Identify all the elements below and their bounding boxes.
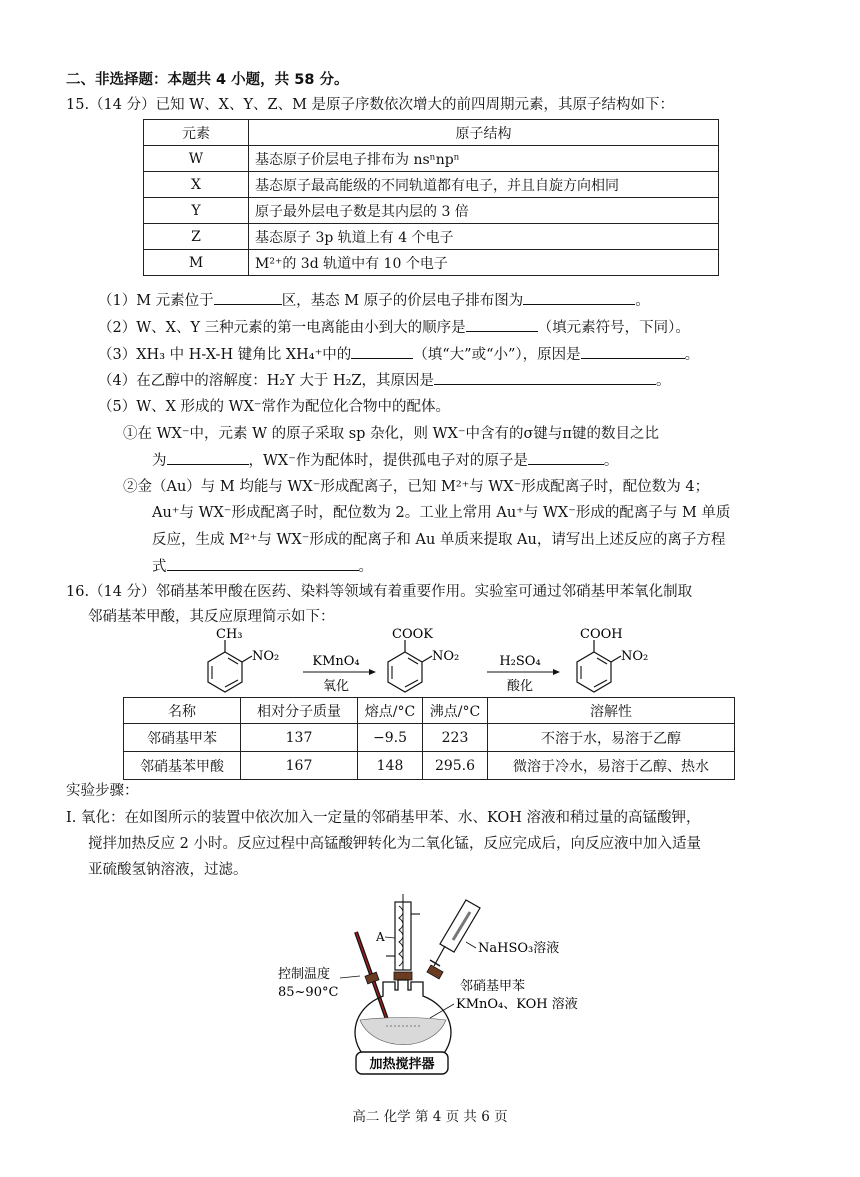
table-cell: X [144,172,249,198]
question-text: （填“大”或“小”），原因是 [413,347,581,363]
solution-label: KMnO₄、KOH 溶液 [456,997,578,1012]
table-cell: −9.5 [358,724,423,752]
question-text: （2）W、X、Y 三种元素的第一电离能由小到大的顺序是 [98,320,466,336]
table-header-cell: 相对分子质量 [241,698,358,724]
substituent-label: NO₂ [252,649,280,664]
question-text: 。 [635,293,650,309]
question-text: （1）M 元素位于 [98,293,214,309]
potassium-nitrobenzoate-structure [388,627,459,692]
q15-part5-2-line2: Au⁺与 WX⁻形成配离子时，配位数为 2。工业上常用 Au⁺与 WX⁻形成的配离子与 M 单质 [152,505,731,521]
temperature-value: 85~90°C [278,985,339,1000]
reagent-label: KMnO₄ [312,654,360,669]
q16-stem-line2: 邻硝基苯甲酸，其反应原理简示如下： [88,609,335,625]
substituent-label: NO₂ [621,649,649,664]
substituent-label: COOH [580,627,623,642]
question-text: （3）XH₃ 中 H-X-H 键角比 XH₄⁺中的 [98,347,352,363]
reagent-condition: 酸化 [506,679,534,694]
reaction-arrow-2 [487,654,560,694]
table-cell: 基态原子 3p 轨道上有 4 个电子 [249,224,719,250]
table-cell: 223 [423,724,488,752]
step1-line1: I. 氧化：在如图所示的装置中依次加入一定量的邻硝基甲苯、水、KOH 溶液和稍过量的高锰酸钾， [66,810,701,826]
table-row [144,198,719,224]
question-text: 式 [152,559,167,575]
q15-part5-2-line3: 反应，生成 M²⁺与 WX⁻形成的配离子和 Au 单质来提取 Au，请写出上述反应的离子方程 [152,532,726,548]
table-cell: M²⁺的 3d 轨道中有 10 个电子 [249,250,719,276]
heating-stirrer [356,1052,448,1074]
q15-part5-2-line4 [152,556,373,577]
substituent-label: NO₂ [432,649,460,664]
question-text: 。 [656,373,671,389]
q15-part3 [98,344,699,365]
o-nitrobenzoic-acid-structure [577,627,648,692]
table-cell: W [144,146,249,172]
answer-blank[interactable] [214,290,282,305]
o-nitrotoluene-structure [208,627,279,692]
table-row [144,224,719,250]
question-text: ，WX⁻作为配体时，提供孤电子对的原子是 [248,453,528,469]
table-header-cell: 沸点/°C [423,698,488,724]
table-row [144,146,719,172]
table-cell: 邻硝基甲苯 [124,724,241,752]
step1-line3: 亚硫酸氢钠溶液，过滤。 [88,862,248,878]
q15-stem: 15.（14 分）已知 W、X、Y、Z、M 是原子序数依次增大的前四周期元素，其原子结构如下： [66,97,675,113]
table-cell: 295.6 [423,752,488,780]
q15-part5: （5）W、X 形成的 WX⁻常作为配位化合物中的配体。 [98,399,451,415]
table-row [144,172,719,198]
dropping-funnel [427,900,559,979]
step1-line2: 搅拌加热反应 2 小时。反应过程中高锰酸钾转化为二氧化锰，反应完成后，向反应液中加入适量 [88,836,701,852]
table-cell: M [144,250,249,276]
table-cell: 邻硝基苯甲酸 [124,752,241,780]
substituent-label: CH₃ [216,627,243,642]
q15-part4 [98,370,671,391]
answer-blank[interactable] [523,290,635,305]
condenser-label: A [376,930,385,944]
heater-label: 加热搅拌器 [369,1057,435,1072]
question-text: （4）在乙醇中的溶解度：H₂Y 大于 H₂Z，其原因是 [98,373,435,389]
table-cell: 基态原子最高能级的不同轨道都有电子，并且自旋方向相同 [249,172,719,198]
q16-property-table [123,697,735,780]
question-text: 。 [603,453,619,469]
table-cell: 137 [241,724,358,752]
table-cell: Y [144,198,249,224]
question-text: 。 [684,347,700,363]
table-header-cell: 原子结构 [249,120,719,146]
table-cell: 不溶于水，易溶于乙醇 [488,724,735,752]
reaction-scheme [190,622,690,696]
question-text: 为 [152,453,167,469]
answer-blank[interactable] [581,344,685,359]
reagent-label: NaHSO₃溶液 [478,941,560,956]
table-header-cell: 溶解性 [488,698,735,724]
q15-part2 [98,317,690,338]
table-header-cell: 名称 [124,698,241,724]
table-row [124,724,735,752]
table-header-cell: 元素 [144,120,249,146]
table-header-row [124,698,735,724]
table-cell: Z [144,224,249,250]
answer-blank[interactable] [167,556,359,571]
q15-part1 [98,290,650,311]
table-cell: 原子最外层电子数是其内层的 3 倍 [249,198,719,224]
answer-blank[interactable] [466,317,538,332]
question-text: （填元素符号，下同）。 [537,320,690,336]
table-cell: 微溶于冷水，易溶于乙醇、热水 [488,752,735,780]
table-row [124,752,735,780]
temperature-label: 控制温度 [278,967,331,982]
table-header-row [144,120,719,146]
reagent-condition: 氧化 [322,679,350,694]
table-row [144,250,719,276]
reactant-label: 邻硝基甲苯 [460,979,526,994]
answer-blank[interactable] [167,450,249,465]
section-heading: 二、非选择题：本题共 4 小题，共 58 分。 [66,72,349,88]
page-footer: 高二 化学 第 4 页 共 6 页 [352,1109,508,1125]
question-text: 。 [358,559,373,575]
question-text: 区，基态 M 原子的价层电子排布图为 [281,293,524,309]
q16-stem-line1: 16.（14 分）邻硝基苯甲酸在医药、染料等领域有着重要作用。实验室可通过邻硝基甲苯氧化制取 [66,584,693,600]
reagent-label: H₂SO₄ [499,654,541,669]
apparatus-diagram [270,890,610,1078]
reflux-condenser [375,894,420,980]
substituent-label: COOK [392,627,433,642]
q15-part5-1-line1: ①在 WX⁻中，元素 W 的原子采取 sp 杂化，则 WX⁻中含有的σ键与π键的数目之比 [123,426,659,442]
answer-blank[interactable] [351,344,413,359]
q15-part5-1-line2 [152,450,618,471]
steps-label: 实验步骤： [66,783,139,799]
answer-blank[interactable] [528,450,604,465]
reaction-arrow-1 [303,654,376,694]
table-header-cell: 熔点/°C [358,698,423,724]
q15-element-table [143,119,719,276]
table-cell: 167 [241,752,358,780]
table-cell: 148 [358,752,423,780]
answer-blank[interactable] [434,370,656,385]
q15-part5-2-line1: ②金（Au）与 M 均能与 WX⁻形成配离子，已知 M²⁺与 WX⁻形成配离子时，配位数为 4； [123,479,710,495]
table-cell: 基态原子价层电子排布为 nsⁿnpⁿ [249,146,719,172]
